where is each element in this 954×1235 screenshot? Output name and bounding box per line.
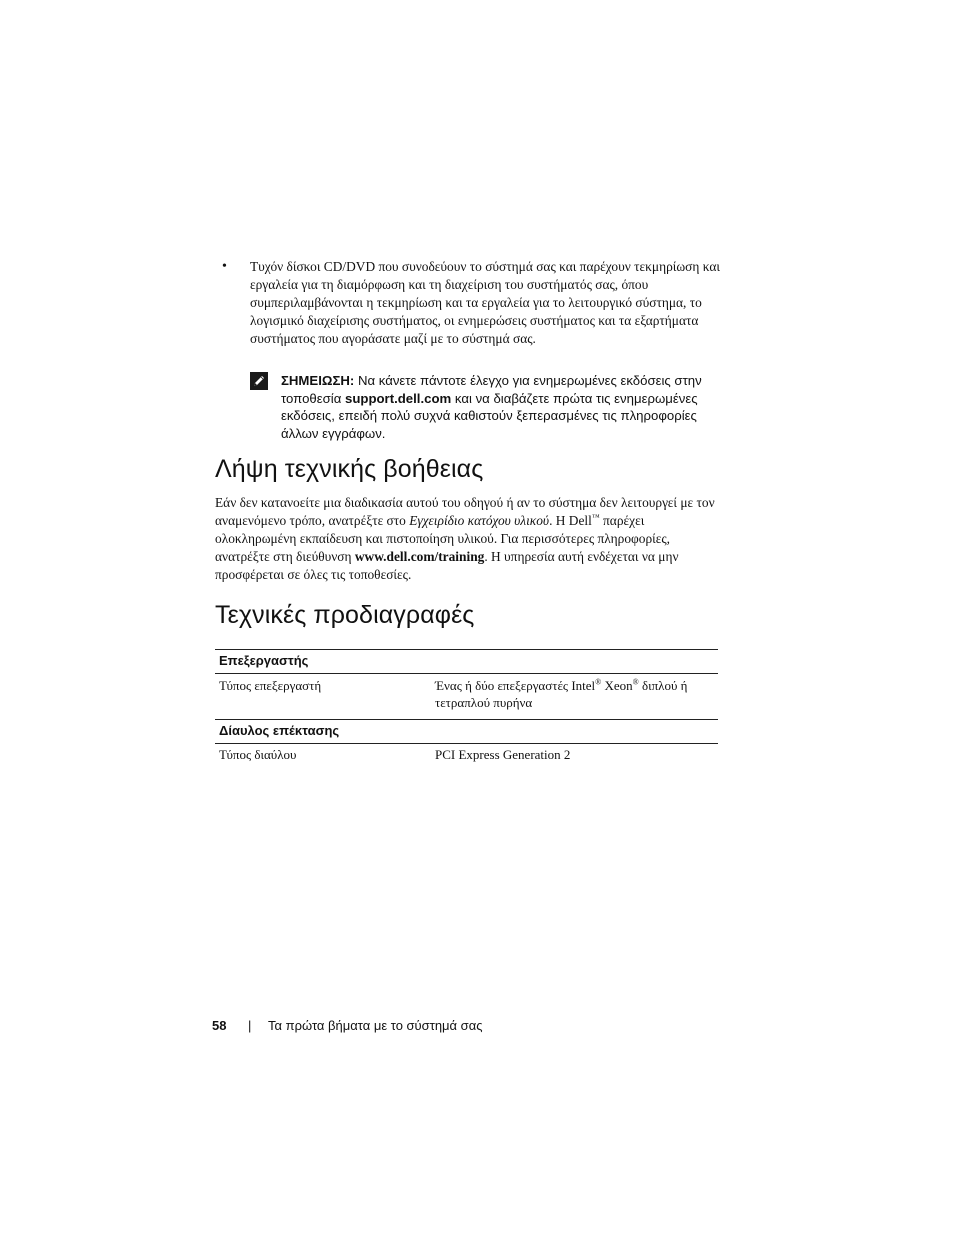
processor-type-label: Τύπος επεξεργαστή: [215, 674, 435, 720]
manual-title: Εγχειρίδιο κατόχου υλικού: [409, 513, 550, 528]
processor-value-part: Xeon: [601, 678, 633, 693]
section-heading-support: Λήψη τεχνικής βοήθειας: [215, 455, 484, 483]
page-number: 58: [212, 1018, 227, 1033]
support-link[interactable]: support.dell.com: [345, 390, 452, 406]
footer-title: Τα πρώτα βήματα με το σύστημά σας: [268, 1018, 483, 1033]
bus-header: Δίαυλος επέκτασης: [215, 720, 718, 744]
spec-row: [215, 674, 718, 720]
support-text-2: . Η Dell: [549, 513, 592, 528]
trademark-symbol: ™: [591, 512, 600, 522]
page-footer: [212, 1018, 483, 1033]
training-link[interactable]: www.dell.com/training: [354, 549, 485, 564]
support-paragraph: [215, 494, 717, 584]
spec-section-row: [215, 650, 718, 674]
support-text-1: Εάν δεν κατανοείτε μια διαδικασία αυτού του οδηγού ή αν το σύστημα δεν λειτουργεί με τον αναμενόμενο τρόπο, ανατρέξτε στο: [215, 495, 715, 528]
bullet-marker: •: [222, 259, 227, 274]
registered-symbol: ®: [632, 677, 639, 687]
note-text-before: Να κάνετε πάντοτε έλεγχο για ενημερωμένες εκδόσεις στην τοποθεσία: [281, 373, 702, 406]
footer-separator: |: [248, 1018, 252, 1033]
processor-type-value: [435, 674, 718, 720]
bus-type-label: Τύπος διαύλου: [215, 744, 435, 764]
processor-header: Επεξεργαστής: [215, 650, 718, 674]
processor-value-part: διπλού ή τετραπλού πυρήνα: [435, 678, 688, 710]
support-text-3: παρέχει ολοκληρωμένη εκπαίδευση και πιστοποίηση υλικού. Για περισσότερες πληροφορίες, ανατρέξτε στη διεύθυνση: [215, 513, 671, 564]
note-label: ΣΗΜΕΙΩΣΗ:: [281, 373, 355, 388]
note-text: [281, 372, 720, 443]
bus-type-value: PCI Express Generation 2: [435, 744, 718, 764]
spec-row: [215, 744, 718, 764]
pencil-note-icon: [250, 372, 268, 390]
note-box: [250, 372, 720, 443]
bullet-text: Τυχόν δίσκοι CD/DVD που συνοδεύουν το σύστημά σας και παρέχουν τεκμηρίωση και εργαλεία για τη διαμόρφωση και τη διαχείριση του συστήματός σας, όπου συμπεριλαμβάνονται η τεκμηρίωση και τα εργαλεία για το λειτουργικό σύστημα, το λογισμικό διαχείρισης συστήματος, οι ενημερώσεις συστήματος και τα εξαρτήματα συστήματος που αγοράσατε μαζί με το σύστημά σας.: [250, 259, 720, 346]
processor-value-part: Ένας ή δύο επεξεργαστές Intel: [435, 678, 596, 693]
spec-section-row: [215, 720, 718, 744]
note-text-after: και να διαβάζετε πρώτα τις ενημερωμένες εκδόσεις, επειδή πολύ συχνά καθιστούν ξεπερασμένες τις πληροφορίες άλλων εγγράφων.: [281, 390, 698, 442]
registered-symbol: ®: [595, 677, 602, 687]
section-heading-specs: Τεχνικές προδιαγραφές: [215, 601, 475, 629]
specs-table: [215, 649, 718, 763]
bullet-item: [222, 258, 722, 348]
support-text-4: . Η υπηρεσία αυτή ενδέχεται να μην προσφέρεται σε όλες τις τοποθεσίες.: [215, 549, 679, 582]
